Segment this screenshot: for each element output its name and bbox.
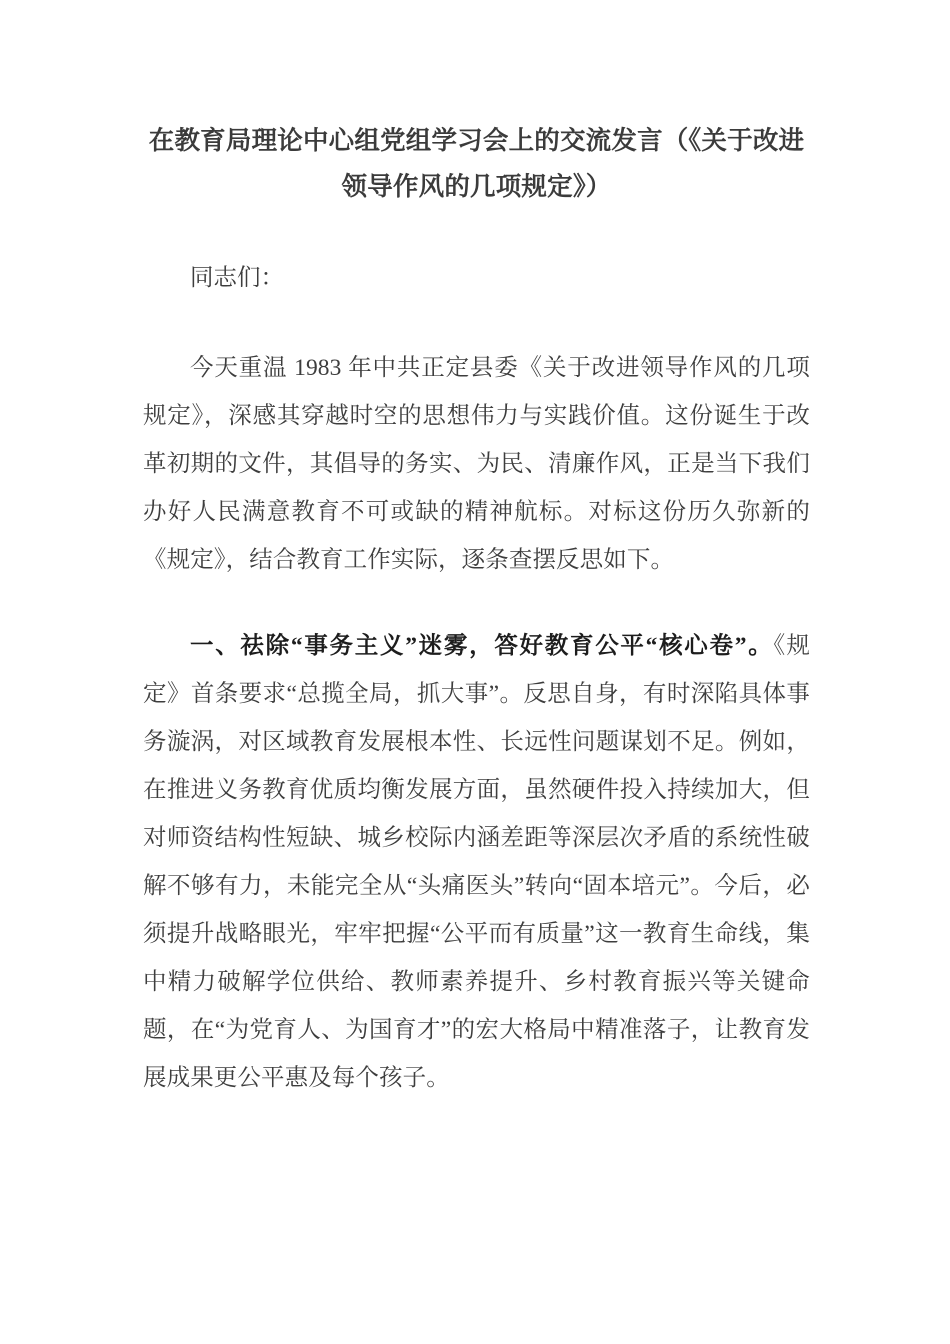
opening-paragraph: 今天重温 1983 年中共正定县委《关于改进领导作风的几项规定》，深感其穿越时空的思想伟力与实践价值。这份诞生于改革初期的文件，其倡导的务实、为民、清廉作风，正是当下我们办好人民满意教育不可或缺的精神航标。对标这份历久弥新的《规定》，结合教育工作实际，逐条查摆反思如下。: [143, 355, 810, 573]
page-title: 在教育局理论中心组党组学习会上的交流发言（《关于改进领导作风的几项规定》）: [148, 126, 805, 201]
section-1-body: 《规定》首条要求“总揽全局，抓大事”。反思自身，有时深陷具体事务漩涡，对区域教育发展根本性、长远性问题谋划不足。例如，在推进义务教育优质均衡发展方面，虽然硬件投入持续加大，但对师资结构性短缺、城乡校际内涵差距等深层次矛盾的系统性破解不够有力，未能完全从“头痛医头”转向“固本培元”。今后，必须提升战略眼光，牢牢把握“公平而有质量”这一教育生命线，集中精力破解学位供给、教师素养提升、乡村教育振兴等关键命题，在“为党育人、为国育才”的宏大格局中精准落子，让教育发展成果更公平惠及每个孩子。: [143, 633, 811, 1091]
section-1-paragraph: [143, 584, 810, 1102]
document-body: [143, 0, 810, 1102]
salutation: 同志们：: [190, 265, 284, 291]
section-1-heading: 一、祛除“事务主义”迷雾，答好教育公平“核心卷”。: [190, 633, 774, 659]
